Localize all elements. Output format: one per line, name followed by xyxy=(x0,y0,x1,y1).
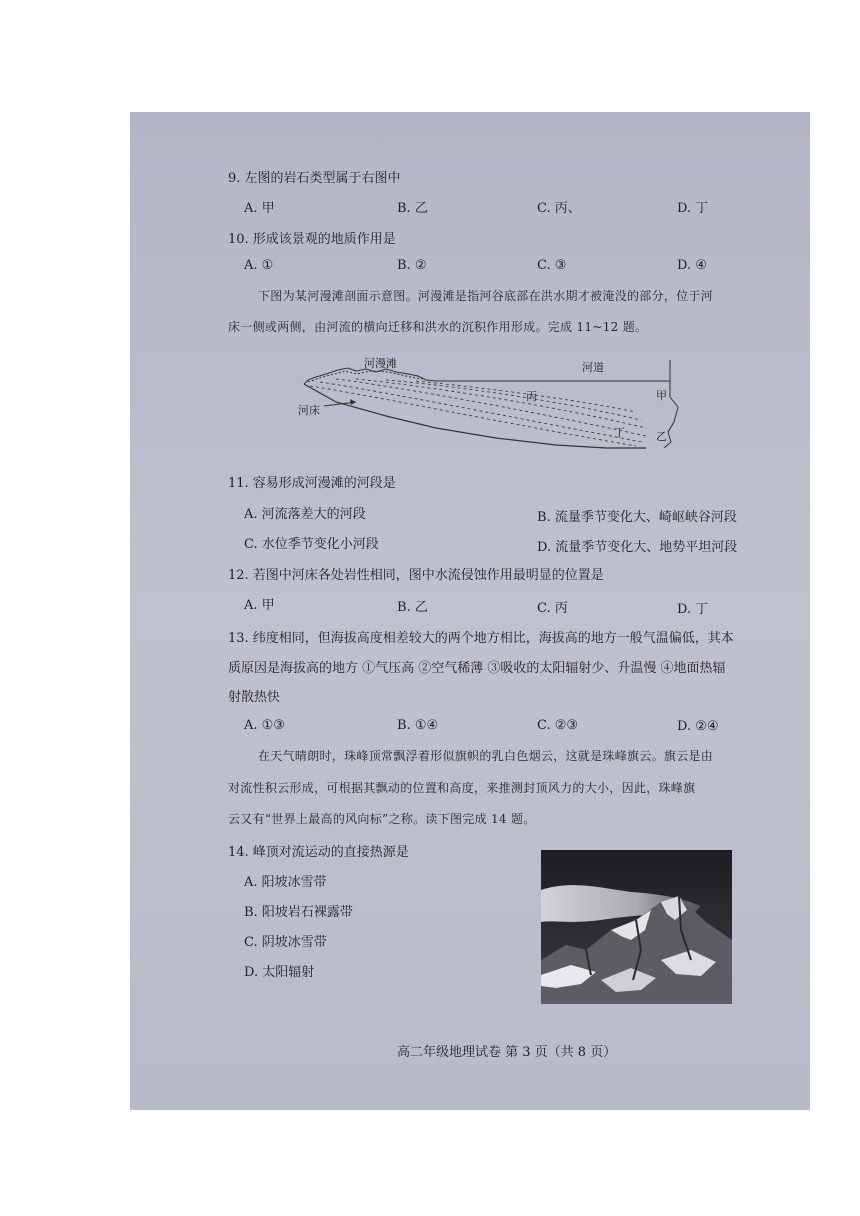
label-yi: 乙 xyxy=(656,430,667,443)
q9-option-b: B. 乙 xyxy=(397,201,428,216)
q12-stem: 12. 若图中河床各处岩性相同，图中水流侵蚀作用最明显的位置是 xyxy=(228,568,604,583)
q9-option-d: D. 丁 xyxy=(677,201,709,216)
label-channel: 河道 xyxy=(582,361,604,374)
q12-option-c: C. 丙 xyxy=(537,601,568,616)
q14-option-a: A. 阳坡冰雪带 xyxy=(244,875,327,890)
q10-option-b: B. ② xyxy=(397,258,427,273)
q11-stem: 11. 容易形成河漫滩的河段是 xyxy=(228,476,396,491)
q13-line2: 质原因是海拔高的地方 ①气压高 ②空气稀薄 ③吸收的太阳辐射少、升温慢 ④地面热辐 xyxy=(228,661,726,676)
intro1-line1: 下图为某河漫滩剖面示意图。河漫滩是指河谷底部在洪水期才被淹没的部分，位于河 xyxy=(258,289,714,303)
q11-option-a: A. 河流落差大的河段 xyxy=(244,507,366,522)
q9-option-a: A. 甲 xyxy=(244,201,275,216)
q14-option-c: C. 阴坡冰雪带 xyxy=(244,935,327,950)
q12-option-b: B. 乙 xyxy=(397,600,428,615)
q13-line3: 射散热快 xyxy=(228,690,281,705)
label-bing: 丙 xyxy=(526,390,537,403)
q11-option-b: B. 流量季节变化大、崎岖峡谷河段 xyxy=(537,510,737,525)
q13-option-c: C. ②③ xyxy=(537,718,579,733)
q11-option-d: D. 流量季节变化大、地势平坦河段 xyxy=(537,540,738,555)
q13-option-a: A. ①③ xyxy=(244,718,285,733)
q14-option-b: B. 阳坡岩石裸露带 xyxy=(244,905,353,920)
q9-stem: 9. 左图的岩石类型属于右图中 xyxy=(228,171,401,186)
q9-option-c: C. 丙、 xyxy=(537,201,581,216)
intro1-line2: 床一侧或两侧，由河流的横向迁移和洪水的沉积作用形成。完成 11~12 题。 xyxy=(228,320,648,334)
q10-option-a: A. ① xyxy=(244,258,274,273)
q12-option-d: D. 丁 xyxy=(677,602,709,617)
intro2-line2: 对流性积云形成，可根据其飘动的位置和高度，来推测封顶风力的大小，因此，珠峰旗 xyxy=(228,781,696,795)
label-riverbed: 河床 xyxy=(298,404,320,417)
q13-line1: 13. 纬度相同，但海拔高度相差较大的两个地方相比，海拔高的地方一般气温偏低，其本 xyxy=(228,631,734,646)
page-footer: 高二年级地理试卷 第 3 页（共 8 页） xyxy=(397,1045,617,1060)
q10-option-c: C. ③ xyxy=(537,258,567,273)
floodplain-diagram xyxy=(296,352,696,456)
intro2-line1: 在天气晴朗时，珠峰顶常飘浮着形似旗帜的乳白色烟云，这就是珠峰旗云。旗云是由 xyxy=(258,749,714,763)
q10-option-d: D. ④ xyxy=(677,258,707,273)
label-jia: 甲 xyxy=(656,389,667,402)
intro2-line3: 云又有“世界上最高的风向标”之称。读下图完成 14 题。 xyxy=(228,812,536,826)
q13-option-b: B. ①④ xyxy=(397,718,439,733)
label-floodplain: 河漫滩 xyxy=(364,357,397,370)
q12-option-a: A. 甲 xyxy=(244,598,275,613)
q14-option-d: D. 太阳辐射 xyxy=(244,965,315,980)
q14-stem: 14. 峰顶对流运动的直接热源是 xyxy=(228,845,409,860)
q10-stem: 10. 形成该景观的地质作用是 xyxy=(228,232,396,247)
everest-flag-cloud-photo xyxy=(541,850,732,1004)
q13-option-d: D. ②④ xyxy=(677,719,719,734)
label-ding: 丁 xyxy=(614,426,625,439)
q11-option-c: C. 水位季节变化小河段 xyxy=(244,537,379,552)
